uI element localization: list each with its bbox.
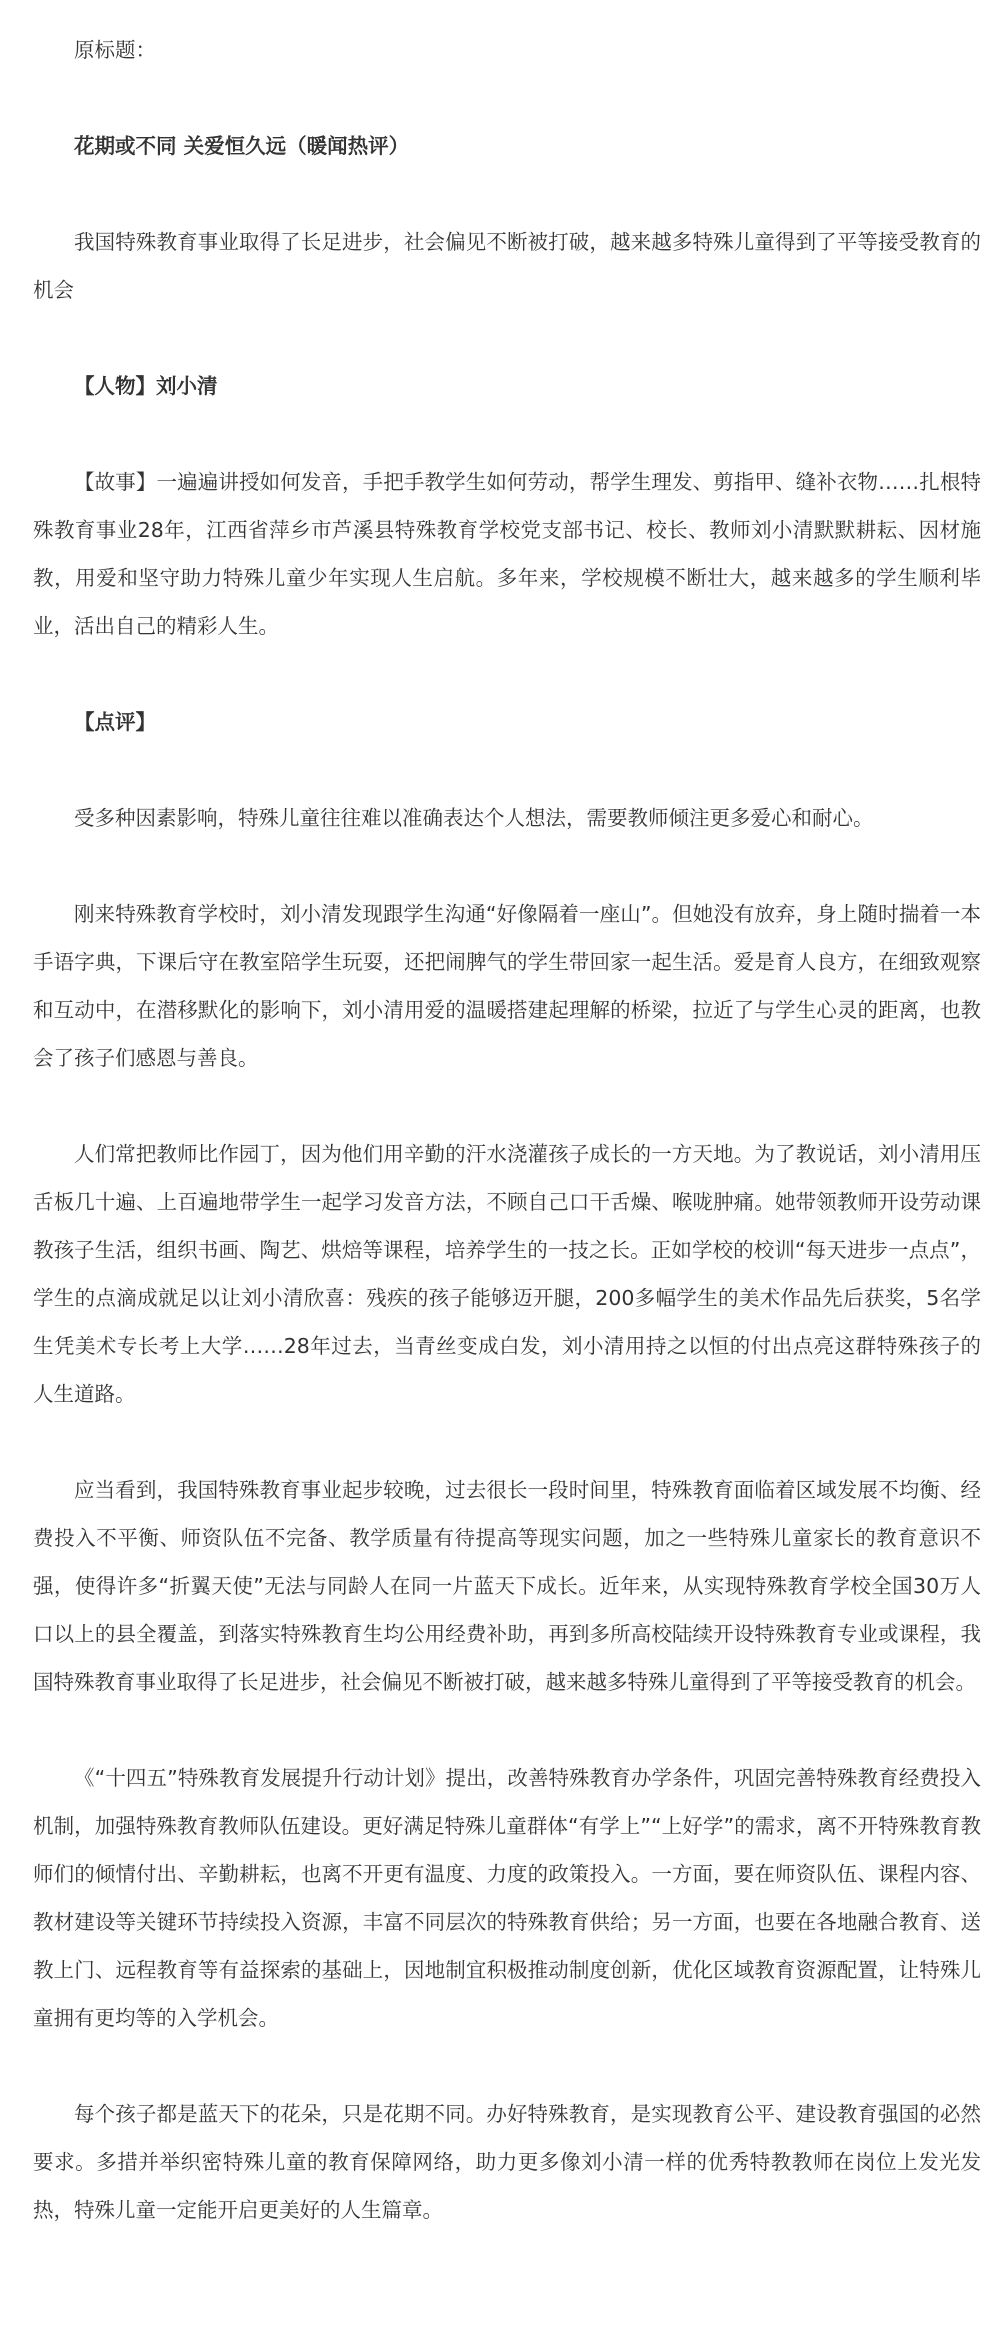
- article-summary: 我国特殊教育事业取得了长足进步，社会偏见不断被打破，越来越多特殊儿童得到了平等接受教育的机会: [33, 230, 981, 302]
- comment-paragraph-4: 应当看到，我国特殊教育事业起步较晚，过去很长一段时间里，特殊教育面临着区域发展不均衡、经费投入不平衡、师资队伍不完备、教学质量有待提高等现实问题，加之一些特殊儿童家长的教育意识不强，使得许多“折翼天使”无法与同龄人在同一片蓝天下成长。近年来，从实现特殊教育学校全国30万人口以上的县全覆盖，到落实特殊教育生均公用经费补助，再到多所高校陆续开设特殊教育专业或课程，我国特殊教育事业取得了长足进步，社会偏见不断被打破，越来越多特殊儿童得到了平等接受教育的机会。: [33, 1478, 981, 1694]
- article-headline: 花期或不同 关爱恒久远（暖闻热评）: [74, 134, 410, 158]
- comment-paragraph-5: 《“十四五”特殊教育发展提升行动计划》提出，改善特殊教育办学条件，巩固完善特殊教育经费投入机制，加强特殊教育教师队伍建设。更好满足特殊儿童群体“有学上”“上好学”的需求，离不开特殊教育教师们的倾情付出、辛勤耕耘，也离不开更有温度、力度的政策投入。一方面，要在师资队伍、课程内容、教材建设等关键环节持续投入资源，丰富不同层次的特殊教育供给；另一方面，也要在各地融合教育、送教上门、远程教育等有益探索的基础上，因地制宜积极推动制度创新，优化区域教育资源配置，让特殊儿童拥有更均等的入学机会。: [33, 1766, 981, 2030]
- story-paragraph: 【故事】一遍遍讲授如何发音，手把手教学生如何劳动，帮学生理发、剪指甲、缝补衣物……扎根特殊教育事业28年，江西省萍乡市芦溪县特殊教育学校党支部书记、校长、教师刘小清默默耕耘、因材施教，用爱和坚守助力特殊儿童少年实现人生启航。多年来，学校规模不断壮大，越来越多的学生顺利毕业，活出自己的精彩人生。: [33, 470, 981, 638]
- comment-paragraph-6: 每个孩子都是蓝天下的花朵，只是花期不同。办好特殊教育，是实现教育公平、建设教育强国的必然要求。多措并举织密特殊儿童的教育保障网络，助力更多像刘小清一样的优秀特教教师在岗位上发光发热，特殊儿童一定能开启更美好的人生篇章。: [33, 2102, 981, 2222]
- comment-heading: 【点评】: [74, 710, 156, 734]
- person-heading: 【人物】刘小清: [74, 374, 218, 398]
- comment-paragraph-2: 刚来特殊教育学校时，刘小清发现跟学生沟通“好像隔着一座山”。但她没有放弃，身上随时揣着一本手语字典，下课后守在教室陪学生玩耍，还把闹脾气的学生带回家一起生活。爱是育人良方，在细致观察和互动中，在潜移默化的影响下，刘小清用爱的温暖搭建起理解的桥梁，拉近了与学生心灵的距离，也教会了孩子们感恩与善良。: [33, 902, 981, 1070]
- comment-paragraph-3: 人们常把教师比作园丁，因为他们用辛勤的汗水浇灌孩子成长的一方天地。为了教说话，刘小清用压舌板几十遍、上百遍地带学生一起学习发音方法，不顾自己口干舌燥、喉咙肿痛。她带领教师开设劳动课教孩子生活，组织书画、陶艺、烘焙等课程，培养学生的一技之长。正如学校的校训“每天进步一点点”，学生的点滴成就足以让刘小清欣喜：残疾的孩子能够迈开腿，200多幅学生的美术作品先后获奖，5名学生凭美术专长考上大学……28年过去，当青丝变成白发，刘小清用持之以恒的付出点亮这群特殊孩子的人生道路。: [33, 1142, 981, 1406]
- comment-paragraph-1: 受多种因素影响，特殊儿童往往难以准确表达个人想法，需要教师倾注更多爱心和耐心。: [74, 806, 874, 830]
- original-title-label: 原标题：: [74, 38, 156, 62]
